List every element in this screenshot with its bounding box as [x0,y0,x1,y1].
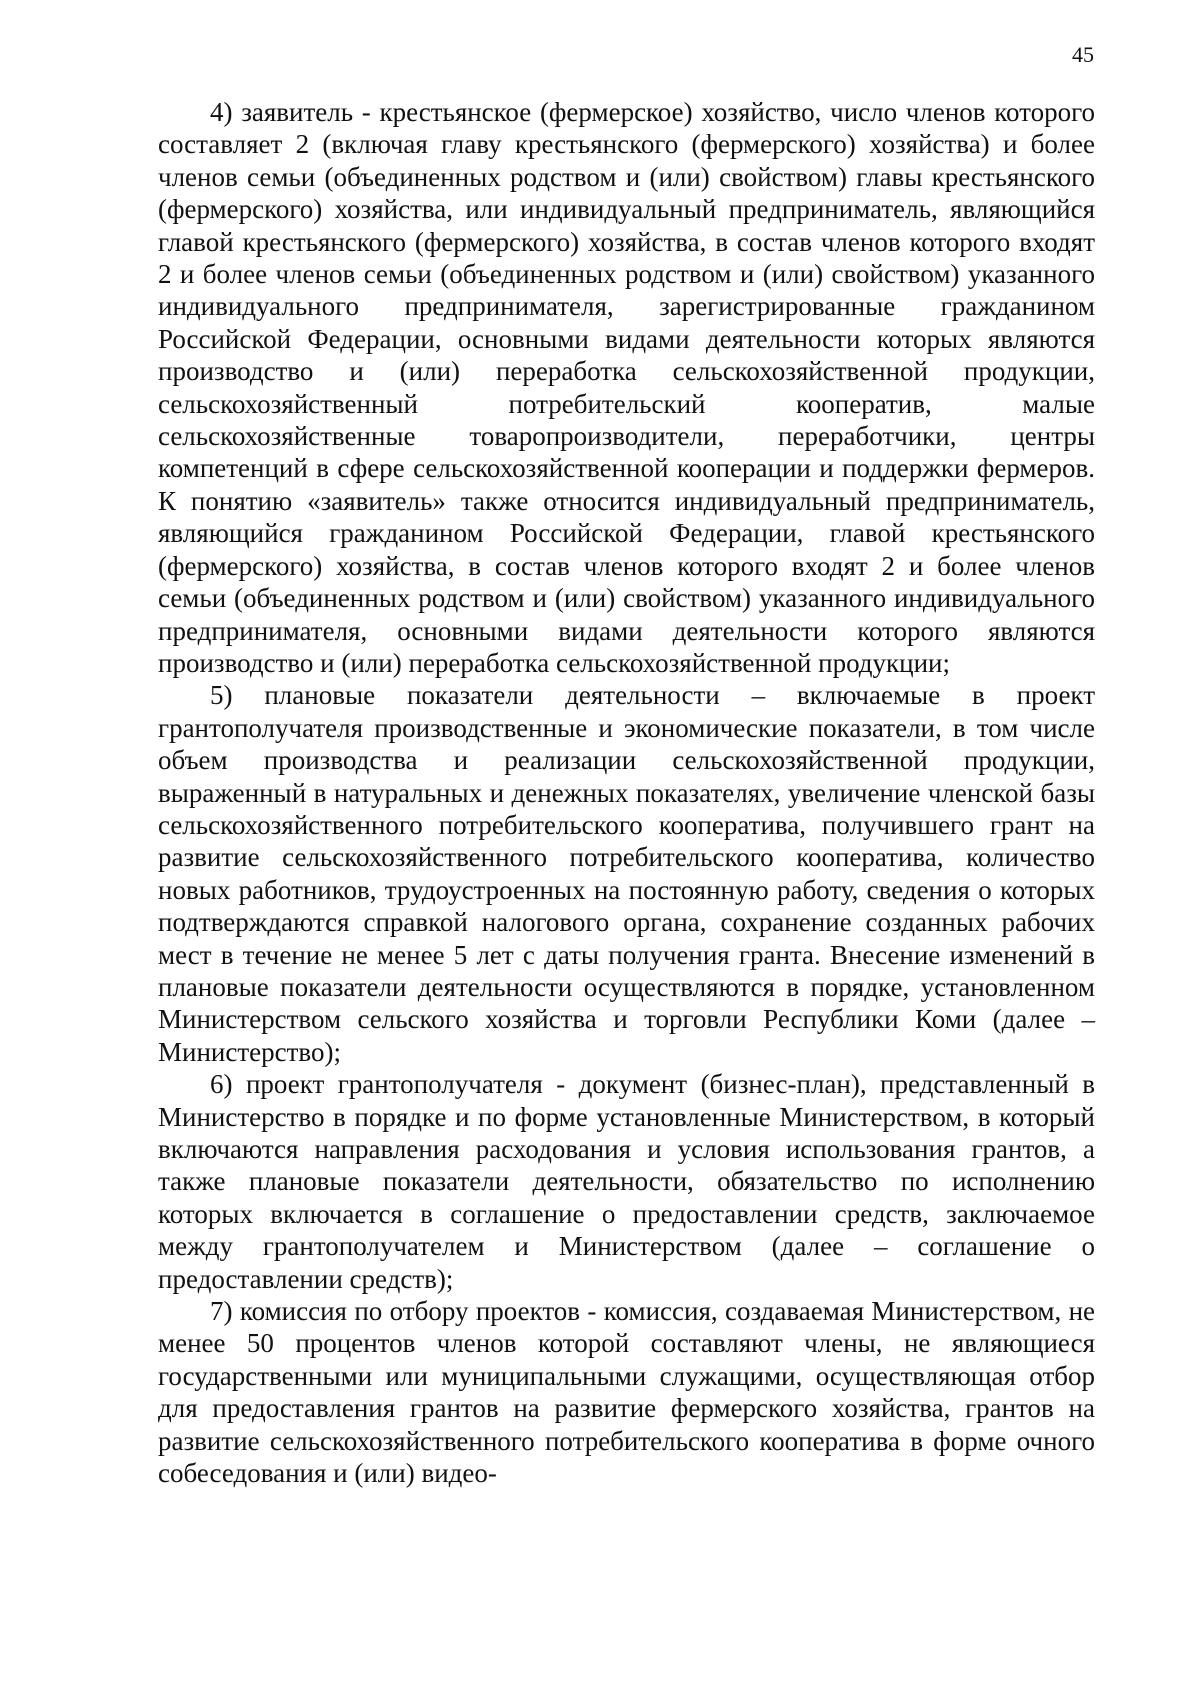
paragraph-item-4: 4) заявитель - крестьянское (фермерское) хозяйство, число членов которого составляет 2 (включая главу крестьянского (фермерского) хозяйства) и более членов семьи (объединенных родством и (или) свойством) главы крестьянского (фермерского) хозяйства, или индивидуальный предприниматель, являющийся главой крестьянского (фермерского) хозяйства, в состав членов которого входят 2 и более членов семьи (объединенных родством и (или) свойством) указанного индивидуального предпринимателя, зарегистрированные гражданином Российской Федерации, основными видами деятельности которых являются производство и (или) переработка сельскохозяйственной продукции, сельскохозяйственный потребительский кооператив, малые сельскохозяйственные товаропроизводители, переработчики, центры компетенций в сфере сельскохозяйственной кооперации и поддержки фермеров. К понятию «заявитель» также относится индивидуальный предприниматель, являющийся гражданином Российской Федерации, главой крестьянского (фермерского) хозяйства, в состав членов которого входят 2 и более членов семьи (объединенных родством и (или) свойством) указанного индивидуального предпринимателя, основными видами деятельности которого являются производство и (или) переработка сельскохозяйственной продукции; [158,97,1095,678]
page-number: 45 [1072,42,1094,67]
paragraph-item-6: 6) проект грантополучателя - документ (бизнес-план), представленный в Министерство в порядке и по форме установленные Министерством, в который включаются направления расходования и условия использования грантов, а также плановые показатели деятельности, обязательство по исполнению которых включается в соглашение о предоставлении средств, заключаемое между грантополучателем и Министерством (далее – соглашение о предоставлении средств); [158,1069,1095,1294]
paragraph-item-5: 5) плановые показатели деятельности – включаемые в проект грантополучателя производственные и экономические показатели, в том числе объем производства и реализации сельскохозяйственной продукции, выраженный в натуральных и денежных показателях, увеличение членской базы сельскохозяйственного потребительского кооператива, получившего грант на развитие сельскохозяйственного потребительского кооператива, количество новых работников, трудоустроенных на постоянную работу, сведения о которых подтверждаются справкой налогового органа, сохранение созданных рабочих мест в течение не менее 5 лет с даты получения гранта. Внесение изменений в плановые показатели деятельности осуществляются в порядке, установленном Министерством сельского хозяйства и торговли Республики Коми (далее – Министерство); [158,680,1095,1067]
paragraph-item-7: 7) комиссия по отбору проектов - комиссия, создаваемая Министерством, не менее 50 процентов членов которой составляют члены, не являющиеся государственными или муниципальными служащими, осуществляющая отбор для предоставления грантов на развитие фермерского хозяйства, грантов на развитие сельскохозяйственного потребительского кооператива в форме очного собеседования и (или) видео- [158,1296,1095,1489]
document-body [158,96,1095,1489]
